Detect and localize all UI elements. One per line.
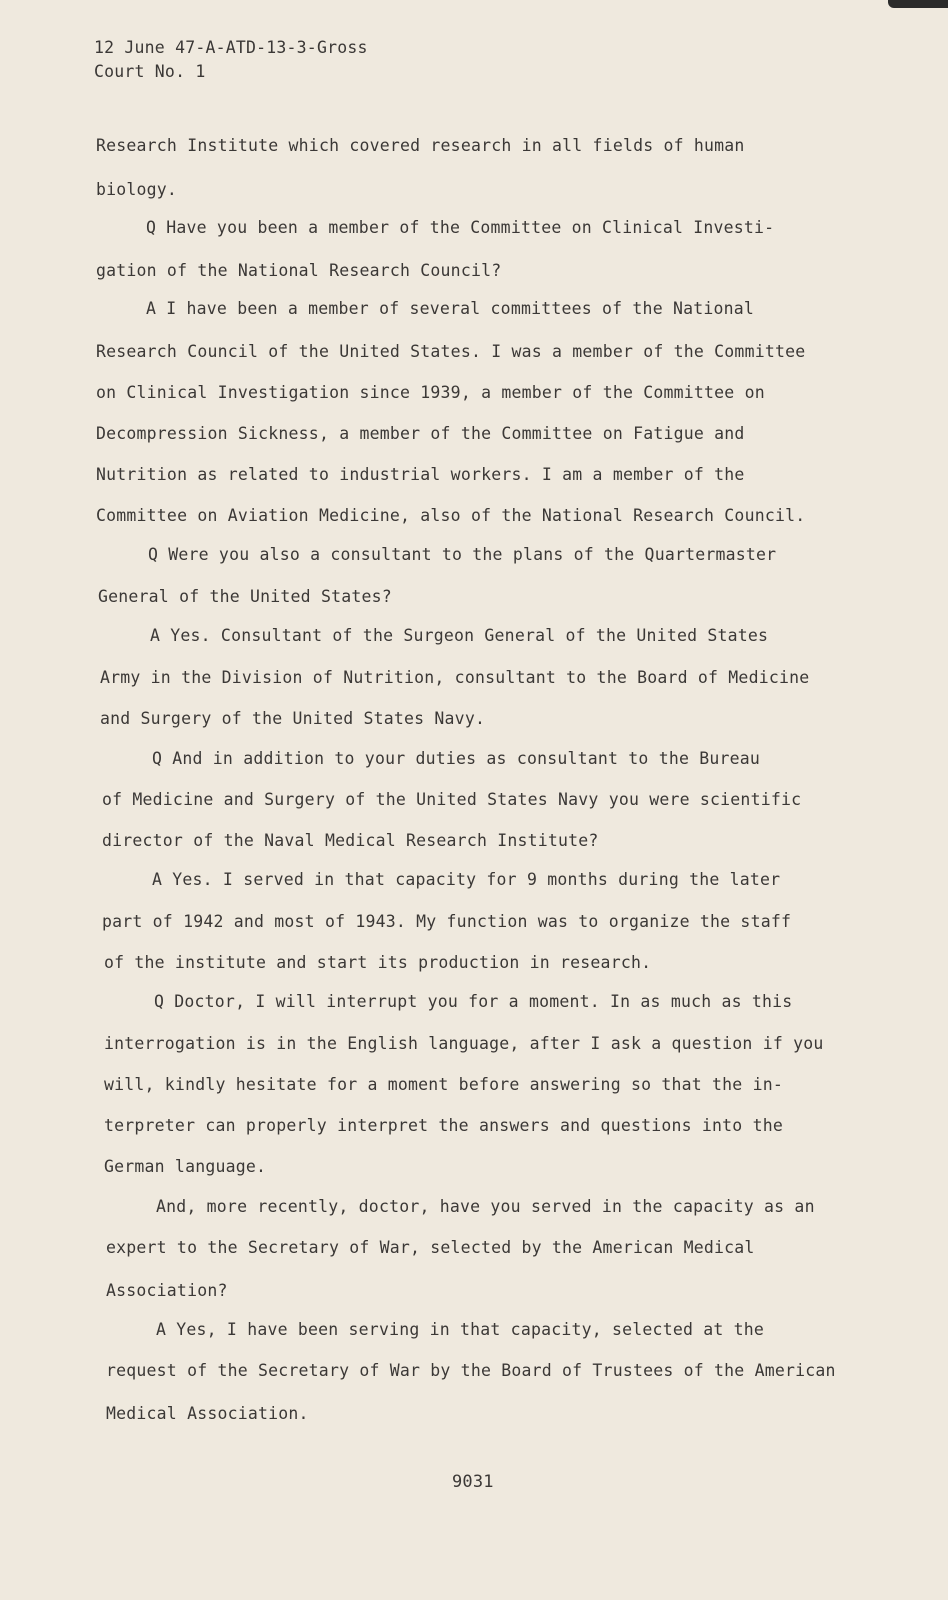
corner-tab xyxy=(888,0,948,8)
document-header xyxy=(94,36,368,84)
body-line: General of the United States? xyxy=(98,587,392,606)
body-line: expert to the Secretary of War, selected by the American Medical xyxy=(106,1238,755,1257)
body-line: Q And in addition to your duties as consultant to the Bureau xyxy=(152,749,761,768)
header-court: Court No. 1 xyxy=(94,62,206,81)
body-line: will, kindly hesitate for a moment before answering so that the in- xyxy=(104,1075,783,1094)
body-line: And, more recently, doctor, have you served in the capacity as an xyxy=(156,1197,815,1216)
body-line: Committee on Aviation Medicine, also of the National Research Council. xyxy=(96,506,806,525)
body-line: interrogation is in the English language, after I ask a question if you xyxy=(104,1034,824,1053)
body-line: Q Have you been a member of the Committee on Clinical Investi- xyxy=(146,218,775,237)
body-line: Medical Association. xyxy=(106,1404,309,1423)
body-line: part of 1942 and most of 1943. My function was to organize the staff xyxy=(102,912,792,931)
body-line: A I have been a member of several committees of the National xyxy=(146,299,755,318)
body-line: on Clinical Investigation since 1939, a member of the Committee on xyxy=(96,383,765,402)
header-reference: 12 June 47-A-ATD-13-3-Gross xyxy=(94,38,368,57)
body-line: A Yes. I served in that capacity for 9 months during the later xyxy=(152,870,781,889)
body-line: request of the Secretary of War by the Board of Trustees of the American xyxy=(106,1361,836,1380)
body-line: Q Doctor, I will interrupt you for a moment. In as much as this xyxy=(154,992,793,1011)
body-line: German language. xyxy=(104,1157,267,1176)
body-line: Decompression Sickness, a member of the Committee on Fatigue and xyxy=(96,424,745,443)
body-line: terpreter can properly interpret the answers and questions into the xyxy=(104,1116,783,1135)
body-line: Association? xyxy=(106,1281,228,1300)
body-line: director of the Naval Medical Research Institute? xyxy=(102,831,599,850)
body-line: biology. xyxy=(96,180,178,199)
body-line: Army in the Division of Nutrition, consultant to the Board of Medicine xyxy=(100,668,810,687)
body-line: gation of the National Research Council? xyxy=(96,261,502,280)
body-line: Research Council of the United States. I was a member of the Committee xyxy=(96,342,806,361)
body-line: Research Institute which covered research in all fields of human xyxy=(96,136,745,155)
body-line: Nutrition as related to industrial workers. I am a member of the xyxy=(96,465,745,484)
body-line: A Yes. Consultant of the Surgeon General of the United States xyxy=(150,626,769,645)
page-number: 9031 xyxy=(452,1472,494,1492)
body-line: of Medicine and Surgery of the United States Navy you were scientific xyxy=(102,790,802,809)
body-line: and Surgery of the United States Navy. xyxy=(100,709,486,728)
body-line: A Yes, I have been serving in that capacity, selected at the xyxy=(156,1320,765,1339)
body-line: Q Were you also a consultant to the plans of the Quartermaster xyxy=(148,545,777,564)
body-line: of the institute and start its production in research. xyxy=(104,953,652,972)
